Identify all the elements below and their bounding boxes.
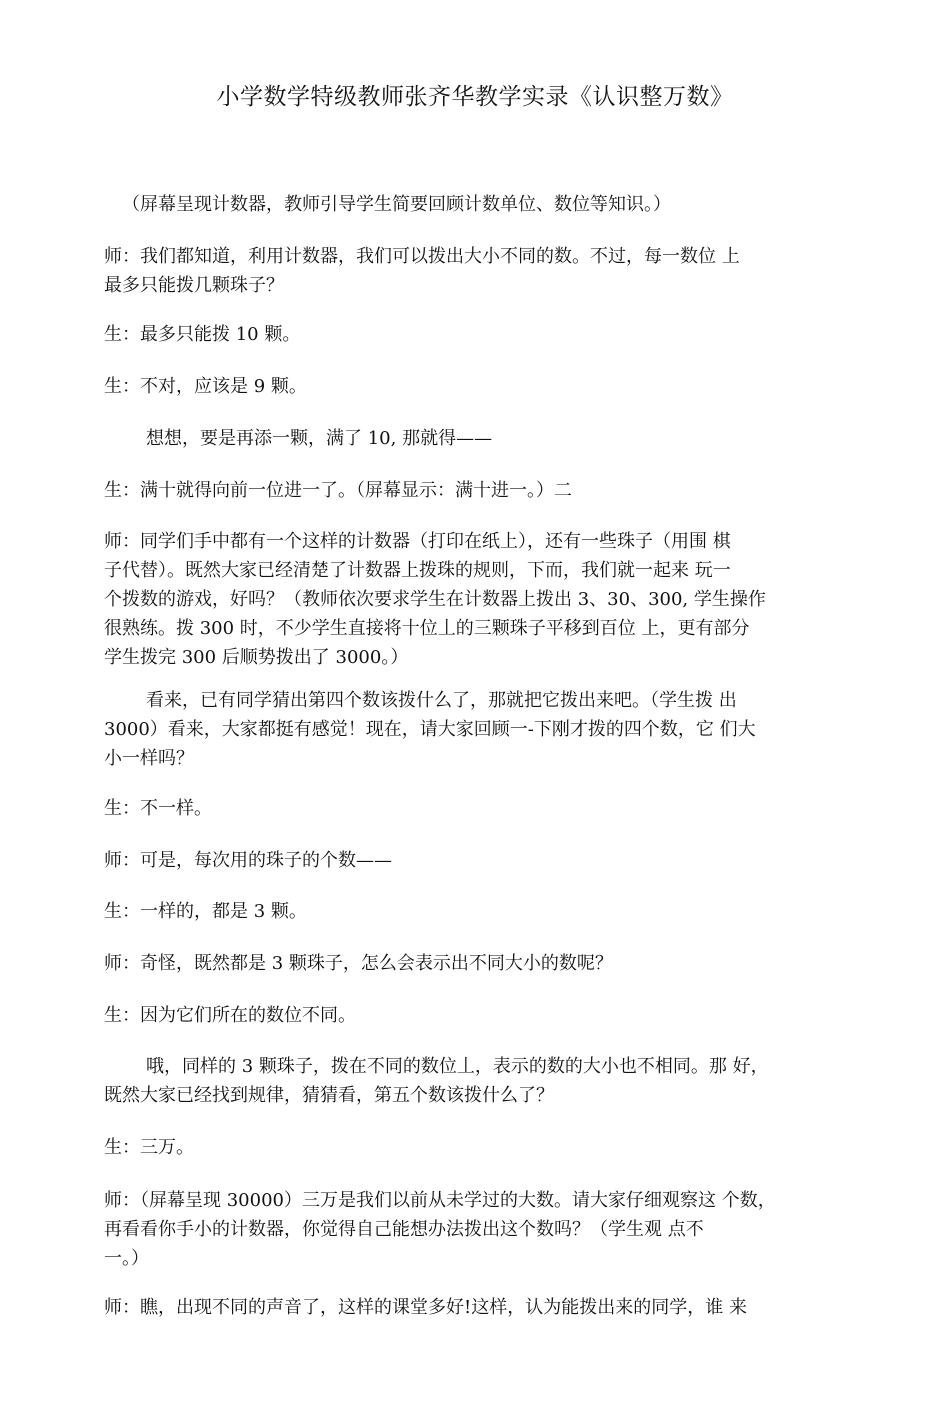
text-line: 生：不对，应该是 9 颗。 xyxy=(104,376,307,397)
text-line: 师：瞧，出现不同的声音了，这样的课堂多好!这样，认为能拨出来的同学，谁 来 xyxy=(104,1297,747,1318)
paragraph-9 xyxy=(104,794,864,823)
document-title: 小学数学特级教师张齐华教学实录《认识整万数》 xyxy=(216,84,734,110)
text-line: 小一样吗？ xyxy=(104,748,194,769)
text-line: 生：满十就得向前一位进一了。（屏幕显示：满十进一。）二 xyxy=(104,480,572,501)
paragraph-15 xyxy=(104,1133,864,1162)
text-line: 哦，同样的 3 颗珠子，拨在不同的数位丄，表示的数的大小也不相同。那 好， xyxy=(146,1056,769,1077)
paragraph-16 xyxy=(104,1186,864,1273)
text-line: 师：同学们手中都有一个这样的计数器（打印在纸上），还有一些珠子（用围 棋 xyxy=(104,531,731,552)
text-line: 师：可是，每次用的珠子的个数—— xyxy=(104,850,392,871)
text-line: 想想，要是再添一颗，满了 10, 那就得—— xyxy=(146,428,493,449)
paragraph-2 xyxy=(104,242,864,300)
text-line: 师：（屏幕呈现 30000）三万是我们以前从未学过的大数。请大家仔细观察这 个数， xyxy=(104,1190,776,1211)
text-line: 生：三万。 xyxy=(104,1137,194,1158)
text-line: 既然大家已经找到规律，猜猜看，第五个数该拨什么了？ xyxy=(104,1085,554,1106)
text-line: 师：我们都知道，利用计数器，我们可以拨出大小不同的数。不过，每一数位 上 xyxy=(104,246,740,267)
paragraph-7 xyxy=(104,527,864,672)
paragraph-10 xyxy=(104,846,864,875)
paragraph-5 xyxy=(104,424,906,453)
text-line: 子代替）。既然大家已经清楚了计数器上拨珠的规则，下而，我们就一起来 玩一 xyxy=(104,560,731,581)
text-line: 一。） xyxy=(104,1248,149,1269)
text-line: 师：奇怪，既然都是 3 颗珠子，怎么会表示出不同大小的数呢？ xyxy=(104,953,613,974)
text-line: 最多只能拨几颗珠子？ xyxy=(104,275,284,296)
text-line: 再看看你手小的计数器，你觉得自己能想办法拨出这个数吗？（学生观 点不 xyxy=(104,1219,704,1240)
text-line: 生：一样的，都是 3 颗。 xyxy=(104,901,307,922)
text-line: 学生拨完 300 后顺势拨出了 3000。） xyxy=(104,647,409,668)
text-line: 个拨数的游戏，好吗？（教师依次要求学生在计数器上拨出 3、30、300, 学生操作 xyxy=(104,589,766,610)
paragraph-14 xyxy=(104,1052,906,1110)
paragraph-6 xyxy=(104,476,864,505)
paragraph-3 xyxy=(104,320,864,349)
text-line: 看来，已有同学猜出第四个数该拨什么了，那就把它拨出来吧。（学生拨 出 xyxy=(146,690,737,711)
text-line: 生：因为它们所在的数位不同。 xyxy=(104,1005,356,1026)
text-line: 生：最多只能拨 10 颗。 xyxy=(104,324,301,345)
paragraph-4 xyxy=(104,372,864,401)
text-line: 3000）看来，大家都挺有感觉！现在，请大家回顾一-下刚才拨的四个数，它 们大 xyxy=(104,719,756,740)
text-line: 生：不一样。 xyxy=(104,798,212,819)
paragraph-13 xyxy=(104,1001,864,1030)
paragraph-8 xyxy=(104,686,906,773)
text-line: 很熟练。拨 300 时，不少学生直接将十位丄的三颗珠子平移到百位 上，更有部分 xyxy=(104,618,750,639)
paragraph-17 xyxy=(104,1293,864,1322)
text-line: （屏幕呈现计数器，教师引导学生简要回顾计数单位、数位等知识。） xyxy=(122,194,671,215)
paragraph-1 xyxy=(104,190,882,219)
paragraph-11 xyxy=(104,897,864,926)
paragraph-12 xyxy=(104,949,864,978)
